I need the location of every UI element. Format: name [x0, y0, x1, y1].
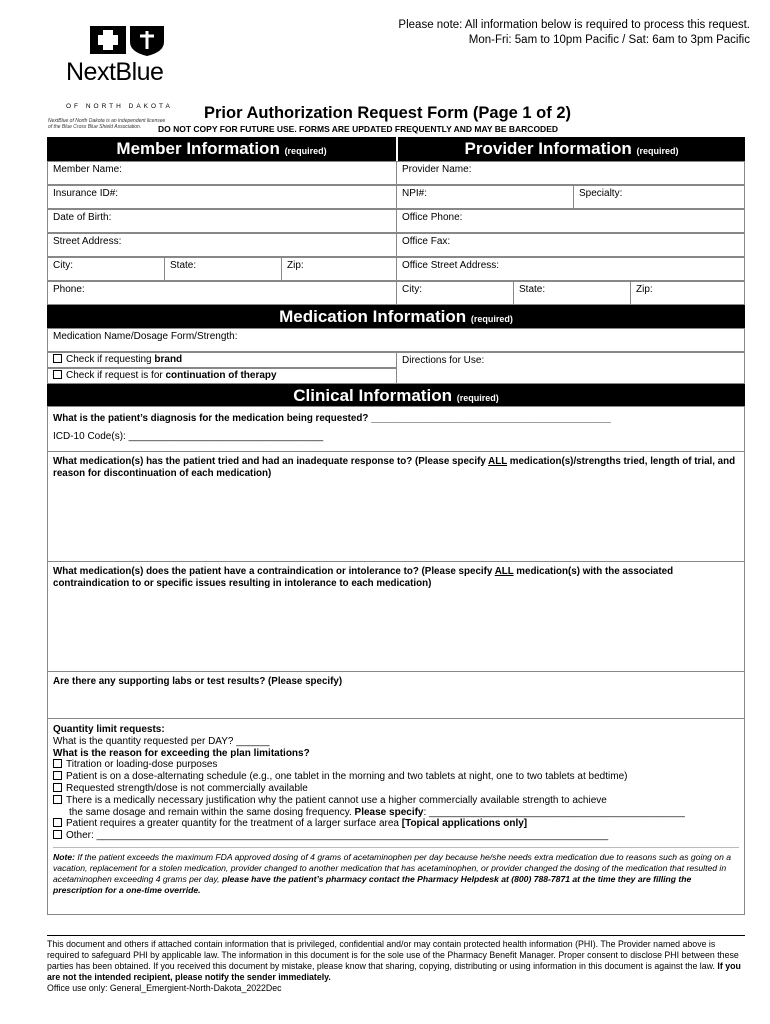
member-info-header: Member Information (required) — [47, 137, 396, 161]
labs-field[interactable]: Are there any supporting labs or test results? (Please specify) — [47, 671, 745, 719]
street-address-field[interactable]: Street Address: — [47, 233, 397, 257]
office-fax-field[interactable]: Office Fax: — [396, 233, 745, 257]
member-phone-field[interactable]: Phone: — [47, 281, 397, 305]
brand-name: NextBlue — [66, 58, 164, 86]
option-titration[interactable]: Titration or loading-dose purposes — [53, 759, 739, 771]
confidentiality-footer: This document and others if attached contain information that is privileged, confidential and/or may contain protected health information (PHI). The Provider named above is required to safeguard PHI by applicable law. The information in this document is for the sole use of the Pharmacy Benefit Manager. Proper consent to disclose PHI between these parties has been obtained. If you received this document by mistake, please know that sharing, copying, distributing or using information in this document is against the law. If you are not the intended recipient, please notify the sender immediately. Office use only: General_Emergient-North-Dakota_2022Dec — [47, 935, 745, 994]
quantity-title: Quantity limit requests: — [53, 724, 165, 735]
form-title: Prior Authorization Request Form (Page 1 of 2) — [204, 104, 572, 122]
diagnosis-field[interactable]: What is the patient’s diagnosis for the medication being requested? ____________________________________________ ICD-10 Code(s): ___________________________________ — [47, 406, 745, 452]
cross-shield-logo-icon — [88, 22, 168, 58]
office-use-line: Office use only: General_Emergient-North-Dakota_2022Dec — [47, 983, 282, 993]
provider-state-field[interactable]: State: — [513, 281, 631, 305]
npi-field[interactable]: NPI#: — [396, 185, 574, 209]
member-city-field[interactable]: City: — [47, 257, 165, 281]
larger-surface-checkbox[interactable] — [53, 818, 62, 827]
dob-field[interactable]: Date of Birth: — [47, 209, 397, 233]
form-subtitle: DO NOT COPY FOR FUTURE USE. FORMS ARE UPDATED FREQUENTLY AND MAY BE BARCODED — [158, 124, 559, 134]
provider-name-field[interactable]: Provider Name: — [396, 161, 745, 185]
processing-notice — [398, 18, 750, 48]
clinical-info-header: Clinical Information (required) — [47, 384, 745, 406]
option-strength-unavailable[interactable]: Requested strength/dose is not commercially available — [53, 783, 739, 795]
member-zip-field[interactable]: Zip: — [281, 257, 397, 281]
quantity-limit-section: Quantity limit requests: What is the quantity requested per DAY? ______ What is the reason for exceeding the plan limitations? Titration or loading-dose purposes Patient is on a dose-alternating schedule (e.g., one tablet in the morning and two tablets at night, one to two tablets at bedtime) Requested strength/dose is not commercially available There is a medically necessary justification why the patient cannot use a higher commercially available strength to achieve the same dosage and remain within the same dosing frequency. Please specify: ______________________________________________ Patient requires a greater quantity for the treatment of a larger surface area [Topical applications only] Other: ____________________________________________________________________________________________ Note: If the patient exceeds the maximum FDA approved dosing of 4 grams of acetaminophen per day because he/she needs extra medication due to reasons such as going on a vacation, replacement for a stolen medication, provider changed to another medication that has acetaminophen, or provider changed the dosing of the medication that resulted in acetaminophen exceeding 4 grams per day, please have the patient’s pharmacy contact the Pharmacy Helpdesk at (800) 788-7871 at the time they are filling the prescription for a one-time override. — [47, 718, 745, 915]
office-street-field[interactable]: Office Street Address: — [396, 257, 745, 281]
quantity-per-day[interactable]: What is the quantity requested per DAY? ______ — [53, 735, 270, 747]
contraindication-field[interactable]: What medication(s) does the patient have a contraindication or intolerance to? (Please specify ALL medication(s) with the associated contraindication to or specific issues resulting in intolerance to each medication) — [47, 561, 745, 672]
medication-info-header: Medication Information (required) — [47, 305, 745, 328]
other-checkbox[interactable] — [53, 830, 62, 839]
titration-checkbox[interactable] — [53, 759, 62, 768]
option-medical-justification[interactable]: There is a medically necessary justification why the patient cannot use a higher commercially available strength to achieve — [53, 795, 739, 807]
brand-subtitle: OF NORTH DAKOTA — [66, 103, 173, 110]
brand-checkbox-row[interactable]: Check if requesting brand — [47, 352, 397, 368]
directions-field[interactable]: Directions for Use: — [396, 352, 745, 384]
option-larger-surface[interactable]: Patient requires a greater quantity for the treatment of a larger surface area [Topical applications only] — [53, 818, 739, 830]
brand-checkbox[interactable] — [53, 354, 62, 363]
medical-justification-checkbox[interactable] — [53, 795, 62, 804]
option-dose-alternating[interactable]: Patient is on a dose-alternating schedule (e.g., one tablet in the morning and two tablets at night, one to two tablets at bedtime) — [53, 771, 739, 783]
office-phone-field[interactable]: Office Phone: — [396, 209, 745, 233]
continuation-checkbox-row[interactable]: Check if request is for continuation of therapy — [47, 368, 397, 384]
strength-unavailable-checkbox[interactable] — [53, 783, 62, 792]
provider-info-header: Provider Information (required) — [398, 137, 745, 161]
option-other[interactable]: Other: ____________________________________________________________________________________________ — [53, 830, 739, 842]
brand-fineprint: NextBlue of North Dakota is an independent licensee of the Blue Cross Blue Shield Association. — [48, 118, 166, 130]
medication-name-field[interactable]: Medication Name/Dosage Form/Strength: — [47, 328, 745, 352]
dose-alternating-checkbox[interactable] — [53, 771, 62, 780]
acetaminophen-note: Note: If the patient exceeds the maximum FDA approved dosing of 4 grams of acetaminophen per day because he/she needs extra medication due to reasons such as going on a vacation, replacement for a stolen medication, provider changed to another medication that has acetaminophen, or provider changed the dosing of the medication that resulted in acetaminophen exceeding 4 grams per day, please have the patient’s pharmacy contact the Pharmacy Helpdesk at (800) 788-7871 at the time they are filling the prescription for a one-time override. — [53, 847, 739, 896]
specialty-field[interactable]: Specialty: — [573, 185, 745, 209]
member-state-field[interactable]: State: — [164, 257, 282, 281]
member-name-field[interactable]: Member Name: — [47, 161, 397, 185]
continuation-checkbox[interactable] — [53, 370, 62, 379]
provider-zip-field[interactable]: Zip: — [630, 281, 745, 305]
notice-line-1: Please note: All information below is required to process this request. — [398, 19, 750, 31]
quantity-reason: What is the reason for exceeding the plan limitations? — [53, 747, 310, 759]
provider-city-field[interactable]: City: — [396, 281, 514, 305]
tried-medications-field[interactable]: What medication(s) has the patient tried and had an inadequate response to? (Please specify ALL medication(s)/strengths tried, length of trial, and reason for discontinuation of each medication) — [47, 451, 745, 562]
notice-line-2: Mon-Fri: 5am to 10pm Pacific / Sat: 6am to 3pm Pacific — [468, 34, 750, 46]
insurance-id-field[interactable]: Insurance ID#: — [47, 185, 397, 209]
